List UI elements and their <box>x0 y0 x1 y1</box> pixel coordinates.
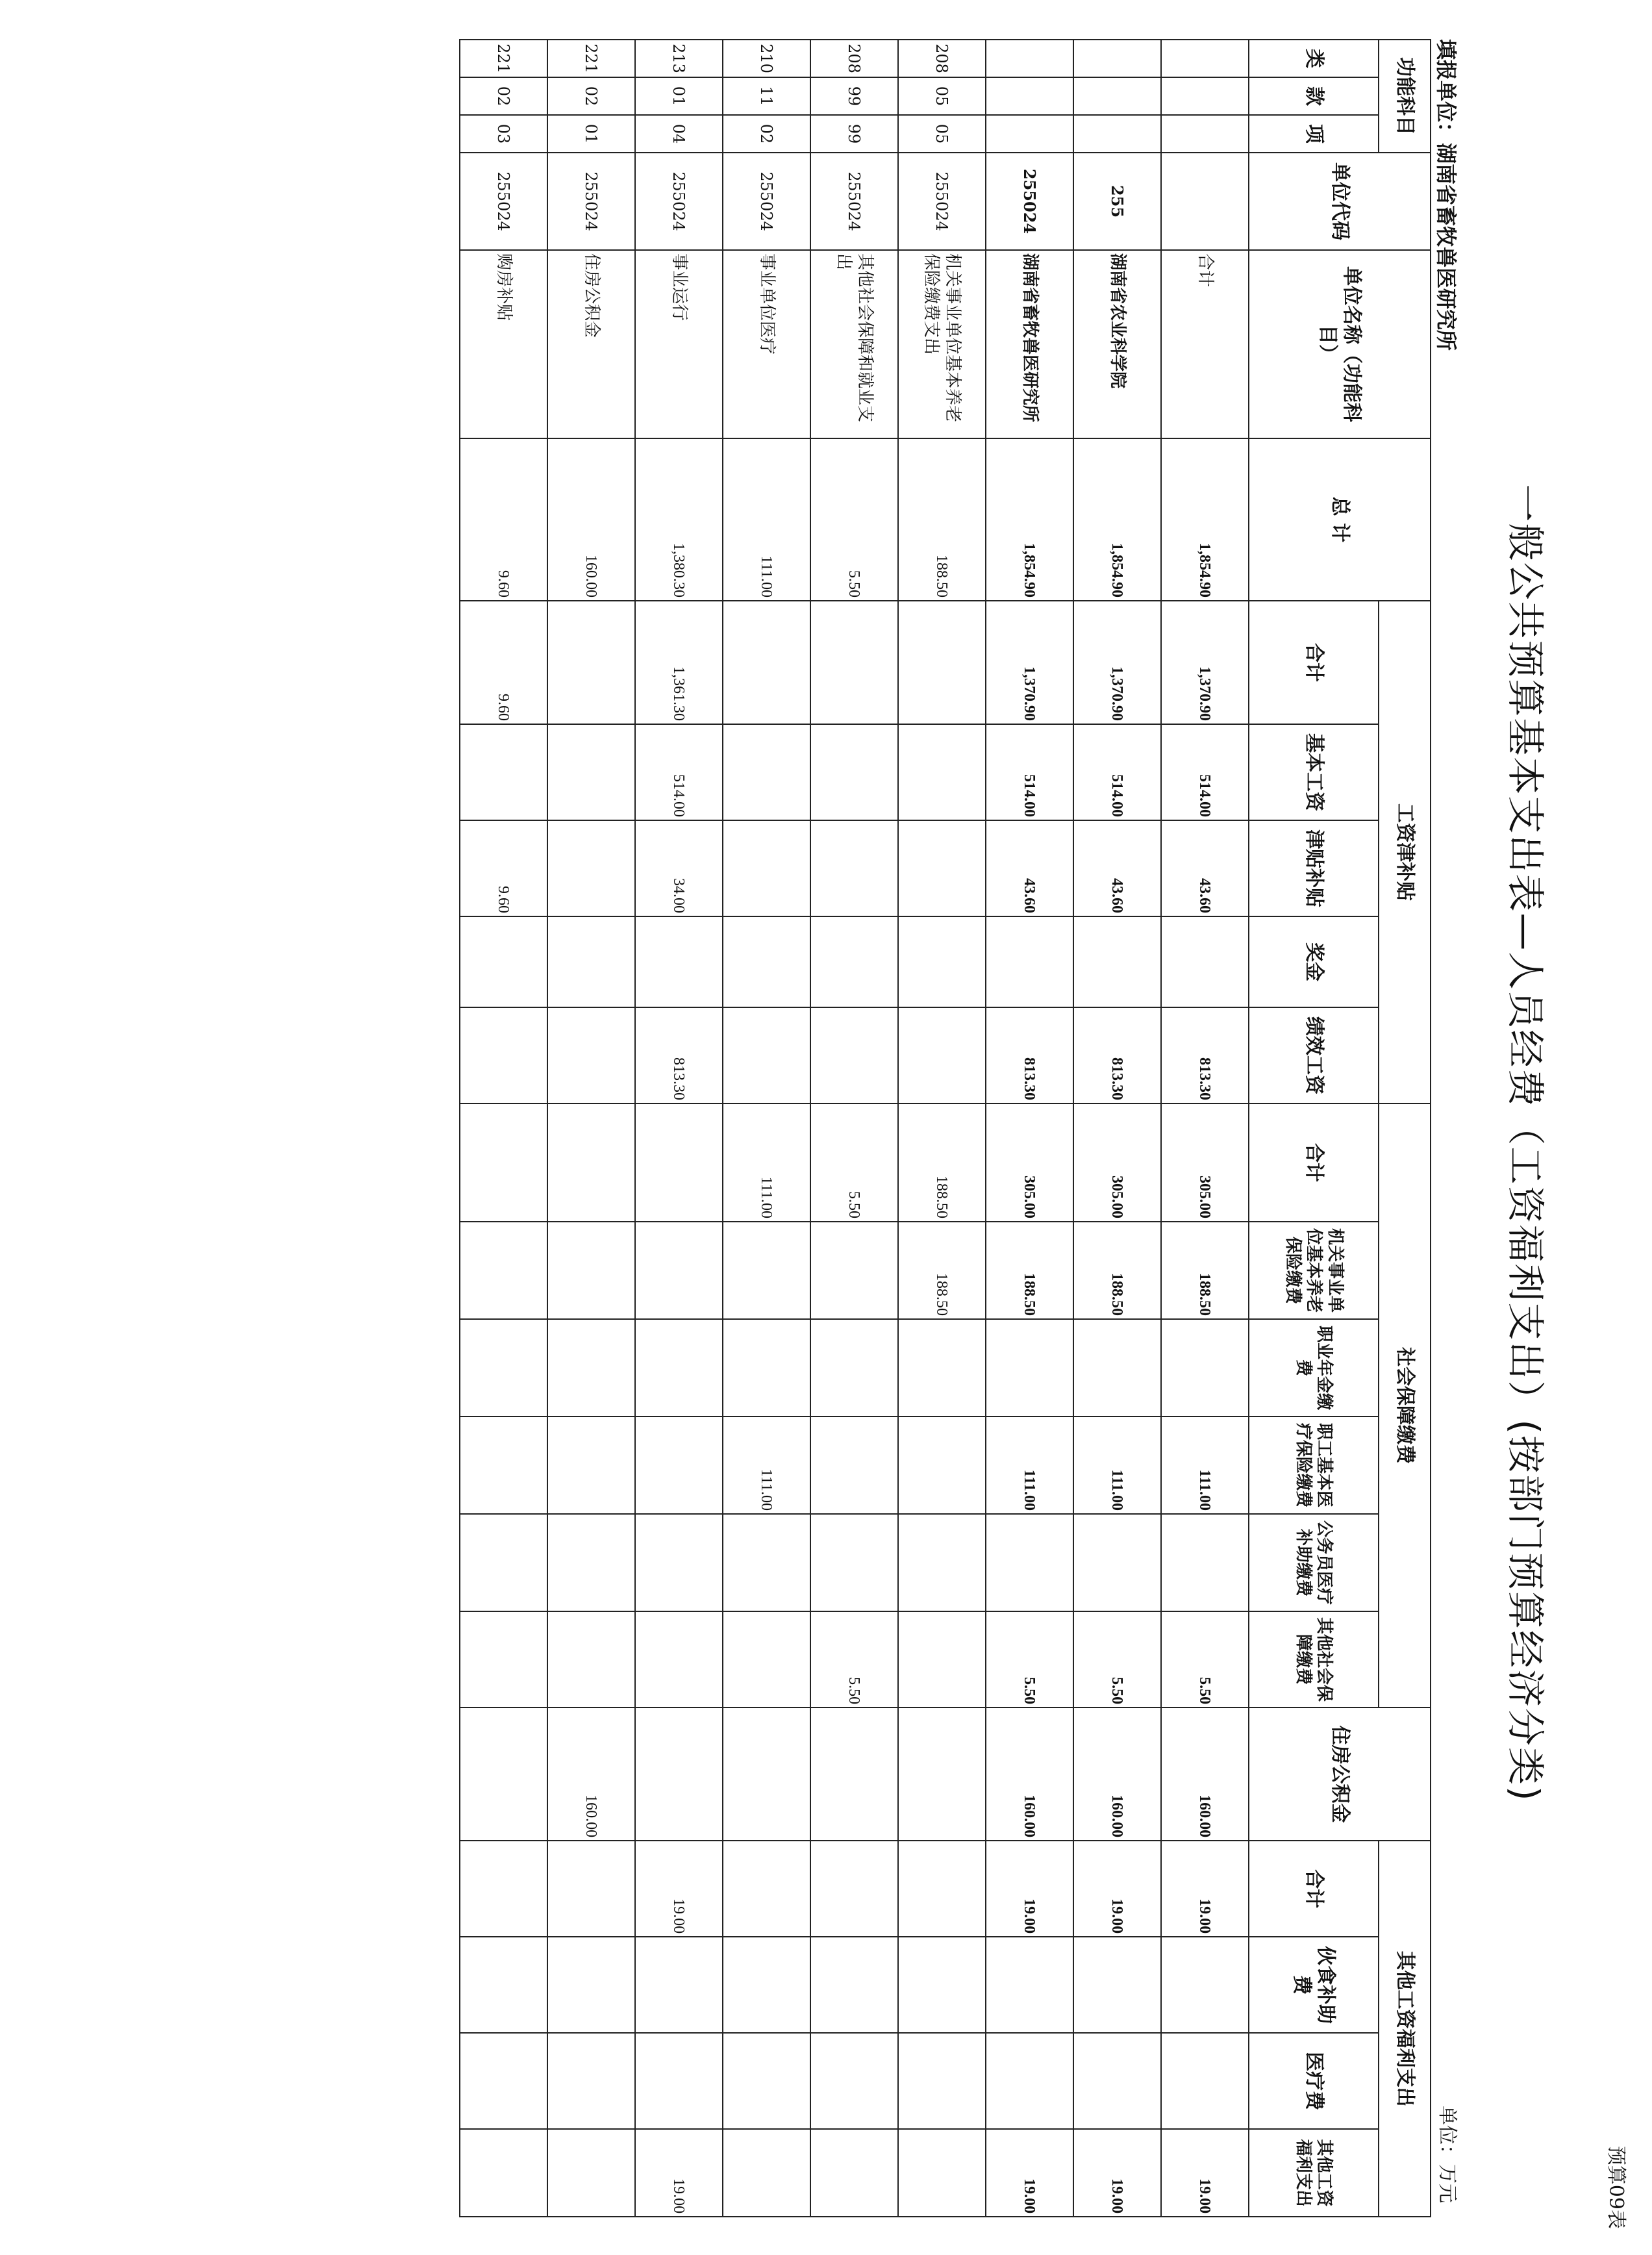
cell-xiang: 03 <box>460 115 547 153</box>
lei-header: 类 <box>1249 40 1379 77</box>
cell-salary-subtotal: 1,370.90 <box>1161 601 1249 724</box>
cell-other-welfare <box>810 2129 898 2217</box>
cell-other-subtotal: 19.00 <box>1161 1841 1249 1937</box>
cell-allowance: 43.60 <box>1073 820 1161 916</box>
cell-code: 255024 <box>810 153 898 250</box>
cell-pension <box>810 1222 898 1319</box>
cell-social-subtotal: 305.00 <box>1161 1103 1249 1222</box>
cell-allowance <box>898 820 986 916</box>
cell-total: 188.50 <box>898 438 986 601</box>
cell-xiang <box>986 115 1073 153</box>
cell-pension: 188.50 <box>1073 1222 1161 1319</box>
cell-social-subtotal <box>460 1103 547 1222</box>
cell-performance: 813.30 <box>1161 1007 1249 1103</box>
cell-code <box>1161 153 1249 250</box>
unit-name-header: 单位名称（功能科目） <box>1249 250 1431 438</box>
cell-other-subtotal <box>810 1841 898 1937</box>
cell-basic-salary <box>723 724 810 820</box>
cell-other-subtotal: 19.00 <box>1073 1841 1161 1937</box>
cell-basic-salary <box>898 724 986 820</box>
cell-housing-fund <box>635 1707 723 1841</box>
cell-bonus <box>723 916 810 1007</box>
cell-total: 1,380.30 <box>635 438 723 601</box>
cell-other-social <box>898 1611 986 1707</box>
cell-kuan: 11 <box>723 77 810 115</box>
cell-kuan <box>1073 77 1161 115</box>
cell-social-subtotal: 305.00 <box>1073 1103 1161 1222</box>
cell-name: 购房补贴 <box>460 250 547 438</box>
func-subject-header: 功能科目 <box>1379 40 1431 153</box>
cell-meal <box>986 1937 1073 2033</box>
medical-header: 职工基本医疗保险缴费 <box>1249 1417 1379 1514</box>
cell-social-subtotal <box>547 1103 635 1222</box>
cell-annuity <box>1161 1319 1249 1417</box>
social-group-header: 社会保障缴费 <box>1379 1103 1431 1707</box>
cell-name: 湖南省农业科学院 <box>1073 250 1161 438</box>
cell-annuity <box>986 1319 1073 1417</box>
cell-salary-subtotal: 1,361.30 <box>635 601 723 724</box>
performance-header: 绩效工资 <box>1249 1007 1379 1103</box>
kuan-header: 款 <box>1249 77 1379 115</box>
social-subtotal-header: 合计 <box>1249 1103 1379 1222</box>
cell-xiang: 02 <box>723 115 810 153</box>
cell-lei: 221 <box>547 40 635 77</box>
cell-medical <box>635 1417 723 1514</box>
cell-annuity <box>723 1319 810 1417</box>
cell-housing-fund <box>898 1707 986 1841</box>
cell-medical-fee <box>1161 2033 1249 2129</box>
cell-pension <box>547 1222 635 1319</box>
cell-housing-fund <box>460 1707 547 1841</box>
cell-lei: 221 <box>460 40 547 77</box>
cell-other-subtotal <box>898 1841 986 1937</box>
cell-lei <box>1161 40 1249 77</box>
cell-lei: 208 <box>898 40 986 77</box>
cell-other-social: 5.50 <box>1073 1611 1161 1707</box>
cell-meal <box>460 1937 547 2033</box>
salary-group-header: 工资津补贴 <box>1379 601 1431 1103</box>
cell-meal <box>547 1937 635 2033</box>
cell-medical: 111.00 <box>986 1417 1073 1514</box>
budget-table <box>459 39 1431 2217</box>
cell-other-subtotal <box>547 1841 635 1937</box>
cell-medical <box>810 1417 898 1514</box>
cell-other-welfare: 19.00 <box>1161 2129 1249 2217</box>
cell-salary-subtotal <box>898 601 986 724</box>
cell-other-welfare <box>723 2129 810 2217</box>
cell-other-subtotal <box>460 1841 547 1937</box>
cell-other-social <box>547 1611 635 1707</box>
cell-code: 255024 <box>986 153 1073 250</box>
cell-other-subtotal: 19.00 <box>635 1841 723 1937</box>
cell-salary-subtotal: 9.60 <box>460 601 547 724</box>
cell-xiang: 01 <box>547 115 635 153</box>
cell-housing-fund <box>723 1707 810 1841</box>
table-row <box>547 40 635 2217</box>
cell-performance <box>898 1007 986 1103</box>
cell-code: 255024 <box>898 153 986 250</box>
other-welfare-header: 其他工资福利支出 <box>1249 2129 1379 2217</box>
cell-kuan <box>1161 77 1249 115</box>
cell-total: 160.00 <box>547 438 635 601</box>
table-row <box>898 40 986 2217</box>
cell-other-subtotal <box>723 1841 810 1937</box>
cell-kuan: 01 <box>635 77 723 115</box>
cell-allowance: 34.00 <box>635 820 723 916</box>
cell-other-subtotal: 19.00 <box>986 1841 1073 1937</box>
table-row <box>1161 40 1249 2217</box>
cell-bonus <box>635 916 723 1007</box>
cell-allowance <box>810 820 898 916</box>
cell-bonus <box>810 916 898 1007</box>
cell-pension: 188.50 <box>898 1222 986 1319</box>
cell-pension <box>723 1222 810 1319</box>
cell-total: 1,854.90 <box>1161 438 1249 601</box>
annuity-header: 职业年金缴费 <box>1249 1319 1379 1417</box>
cell-code: 255024 <box>723 153 810 250</box>
cell-basic-salary: 514.00 <box>635 724 723 820</box>
cell-lei: 210 <box>723 40 810 77</box>
cell-total: 1,854.90 <box>986 438 1073 601</box>
cell-basic-salary: 514.00 <box>986 724 1073 820</box>
cell-basic-salary: 514.00 <box>1161 724 1249 820</box>
cell-code: 255024 <box>460 153 547 250</box>
total-header: 总 计 <box>1249 438 1431 601</box>
table-row <box>635 40 723 2217</box>
cell-housing-fund: 160.00 <box>1161 1707 1249 1841</box>
table-row <box>1073 40 1161 2217</box>
cell-bonus <box>1161 916 1249 1007</box>
cell-performance: 813.30 <box>635 1007 723 1103</box>
cell-total: 5.50 <box>810 438 898 601</box>
cell-medical-fee <box>723 2033 810 2129</box>
cell-xiang <box>1073 115 1161 153</box>
cell-kuan: 05 <box>898 77 986 115</box>
cell-annuity <box>1073 1319 1161 1417</box>
page-title: 一般公共预算基本支出表—人员经费（工资福利支出）(按部门预算经济分类) <box>1503 484 1547 1802</box>
xiang-header: 项 <box>1249 115 1379 153</box>
cell-name: 合计 <box>1161 250 1249 438</box>
bonus-header: 奖金 <box>1249 916 1379 1007</box>
cell-medical-fee <box>986 2033 1073 2129</box>
cell-lei: 208 <box>810 40 898 77</box>
cell-performance: 813.30 <box>986 1007 1073 1103</box>
cell-medical <box>460 1417 547 1514</box>
cell-kuan: 02 <box>460 77 547 115</box>
cell-other-welfare <box>898 2129 986 2217</box>
cell-kuan <box>986 77 1073 115</box>
cell-other-social: 5.50 <box>986 1611 1073 1707</box>
cell-civil-medical <box>1073 1514 1161 1611</box>
cell-performance <box>723 1007 810 1103</box>
cell-annuity <box>898 1319 986 1417</box>
cell-civil-medical <box>1161 1514 1249 1611</box>
cell-xiang: 05 <box>898 115 986 153</box>
cell-pension <box>460 1222 547 1319</box>
cell-code: 255024 <box>547 153 635 250</box>
cell-bonus <box>460 916 547 1007</box>
cell-housing-fund: 160.00 <box>547 1707 635 1841</box>
cell-pension: 188.50 <box>986 1222 1073 1319</box>
cell-total: 9.60 <box>460 438 547 601</box>
cell-social-subtotal: 111.00 <box>723 1103 810 1222</box>
cell-lei: 213 <box>635 40 723 77</box>
cell-medical-fee <box>810 2033 898 2129</box>
cell-housing-fund: 160.00 <box>1073 1707 1161 1841</box>
cell-social-subtotal <box>635 1103 723 1222</box>
cell-meal <box>1161 1937 1249 2033</box>
cell-bonus <box>986 916 1073 1007</box>
cell-name: 住房公积金 <box>547 250 635 438</box>
cell-basic-salary <box>547 724 635 820</box>
cell-name: 机关事业单位基本养老保险缴费支出 <box>898 250 986 438</box>
cell-civil-medical <box>986 1514 1073 1611</box>
cell-total: 1,854.90 <box>1073 438 1161 601</box>
basic-salary-header: 基本工资 <box>1249 724 1379 820</box>
cell-pension <box>635 1222 723 1319</box>
pension-header: 机关事业单位基本养老保险缴费 <box>1249 1222 1379 1319</box>
other-subtotal-header: 合计 <box>1249 1841 1379 1937</box>
table-row <box>986 40 1073 2217</box>
cell-medical <box>898 1417 986 1514</box>
cell-xiang <box>1161 115 1249 153</box>
cell-other-welfare <box>460 2129 547 2217</box>
cell-salary-subtotal <box>547 601 635 724</box>
cell-performance: 813.30 <box>1073 1007 1161 1103</box>
cell-name: 事业运行 <box>635 250 723 438</box>
cell-allowance <box>547 820 635 916</box>
cell-allowance: 43.60 <box>1161 820 1249 916</box>
filler-unit: 填报单位：湖南省畜牧兽医研究所 <box>1434 39 1458 351</box>
unit-label: 单位：万元 <box>1436 2106 1458 2203</box>
cell-allowance <box>723 820 810 916</box>
form-code: 预算09表 <box>1605 2145 1627 2229</box>
cell-xiang: 99 <box>810 115 898 153</box>
cell-other-social: 5.50 <box>810 1611 898 1707</box>
civil-medical-header: 公务员医疗补助缴费 <box>1249 1514 1379 1611</box>
cell-civil-medical <box>547 1514 635 1611</box>
other-group-header: 其他工资福利支出 <box>1379 1841 1431 2217</box>
cell-allowance: 43.60 <box>986 820 1073 916</box>
cell-meal <box>810 1937 898 2033</box>
cell-civil-medical <box>723 1514 810 1611</box>
cell-basic-salary: 514.00 <box>1073 724 1161 820</box>
cell-name: 事业单位医疗 <box>723 250 810 438</box>
cell-performance <box>547 1007 635 1103</box>
cell-other-welfare: 19.00 <box>635 2129 723 2217</box>
cell-salary-subtotal <box>810 601 898 724</box>
cell-housing-fund <box>810 1707 898 1841</box>
cell-civil-medical <box>898 1514 986 1611</box>
other-social-header: 其他社会保障缴费 <box>1249 1611 1379 1707</box>
allowance-header: 津贴补贴 <box>1249 820 1379 916</box>
medical-fee-header: 医疗费 <box>1249 2033 1379 2129</box>
cell-medical: 111.00 <box>723 1417 810 1514</box>
cell-bonus <box>898 916 986 1007</box>
cell-medical-fee <box>898 2033 986 2129</box>
cell-civil-medical <box>635 1514 723 1611</box>
cell-other-social <box>723 1611 810 1707</box>
cell-meal <box>635 1937 723 2033</box>
cell-allowance: 9.60 <box>460 820 547 916</box>
cell-other-social <box>460 1611 547 1707</box>
cell-kuan: 02 <box>547 77 635 115</box>
cell-xiang: 04 <box>635 115 723 153</box>
cell-civil-medical <box>460 1514 547 1611</box>
unit-code-header: 单位代码 <box>1249 153 1431 250</box>
cell-medical <box>547 1417 635 1514</box>
cell-annuity <box>810 1319 898 1417</box>
cell-code: 255 <box>1073 153 1161 250</box>
cell-name: 湖南省畜牧兽医研究所 <box>986 250 1073 438</box>
cell-annuity <box>460 1319 547 1417</box>
cell-total: 111.00 <box>723 438 810 601</box>
table-row <box>460 40 547 2217</box>
cell-code: 255024 <box>635 153 723 250</box>
cell-annuity <box>547 1319 635 1417</box>
cell-bonus <box>547 916 635 1007</box>
cell-meal <box>1073 1937 1161 2033</box>
meal-header: 伙食补助费 <box>1249 1937 1379 2033</box>
housing-fund-header: 住房公积金 <box>1249 1707 1431 1841</box>
cell-lei <box>986 40 1073 77</box>
cell-bonus <box>1073 916 1161 1007</box>
cell-social-subtotal: 5.50 <box>810 1103 898 1222</box>
cell-social-subtotal: 305.00 <box>986 1103 1073 1222</box>
cell-other-welfare <box>547 2129 635 2217</box>
cell-basic-salary <box>460 724 547 820</box>
cell-medical-fee <box>635 2033 723 2129</box>
cell-salary-subtotal: 1,370.90 <box>986 601 1073 724</box>
cell-salary-subtotal: 1,370.90 <box>1073 601 1161 724</box>
cell-pension: 188.50 <box>1161 1222 1249 1319</box>
cell-basic-salary <box>810 724 898 820</box>
table-row <box>723 40 810 2217</box>
salary-subtotal-header: 合计 <box>1249 601 1379 724</box>
cell-medical: 111.00 <box>1073 1417 1161 1514</box>
cell-meal <box>898 1937 986 2033</box>
cell-medical-fee <box>460 2033 547 2129</box>
cell-kuan: 99 <box>810 77 898 115</box>
cell-medical: 111.00 <box>1161 1417 1249 1514</box>
cell-salary-subtotal <box>723 601 810 724</box>
cell-social-subtotal: 188.50 <box>898 1103 986 1222</box>
cell-other-social <box>635 1611 723 1707</box>
cell-other-welfare: 19.00 <box>986 2129 1073 2217</box>
cell-other-social: 5.50 <box>1161 1611 1249 1707</box>
cell-performance <box>810 1007 898 1103</box>
cell-meal <box>723 1937 810 2033</box>
cell-annuity <box>635 1319 723 1417</box>
cell-other-welfare: 19.00 <box>1073 2129 1161 2217</box>
cell-civil-medical <box>810 1514 898 1611</box>
cell-medical-fee <box>1073 2033 1161 2129</box>
table-row <box>810 40 898 2217</box>
cell-medical-fee <box>547 2033 635 2129</box>
cell-lei <box>1073 40 1161 77</box>
cell-name: 其他社会保障和就业支出 <box>810 250 898 438</box>
cell-performance <box>460 1007 547 1103</box>
cell-housing-fund: 160.00 <box>986 1707 1073 1841</box>
